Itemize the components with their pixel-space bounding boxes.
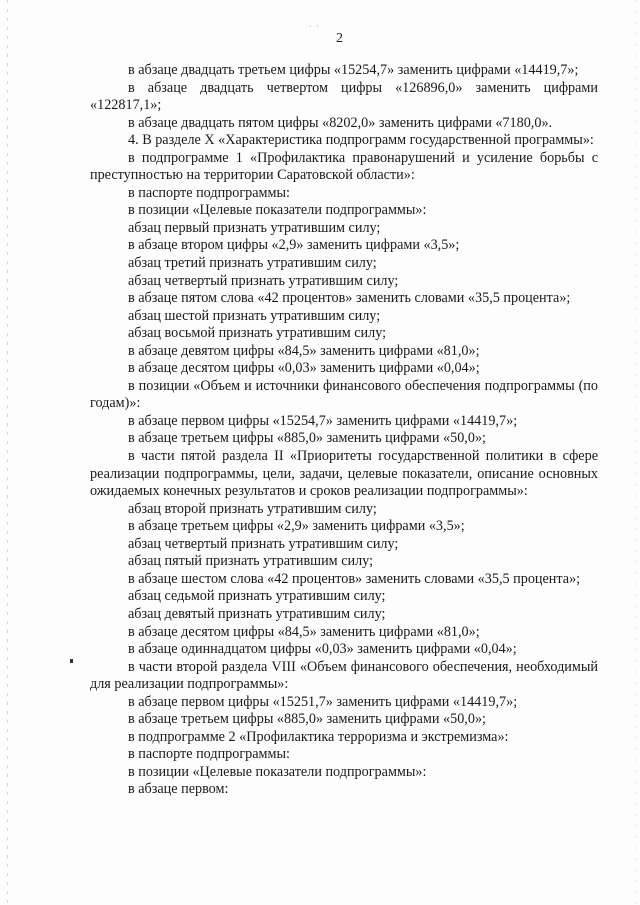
paragraph: абзац седьмой признать утратившим силу;: [128, 588, 386, 605]
paragraph: в позиции «Целевые показатели подпрограммы»:: [128, 763, 427, 780]
section-heading: 4. В разделе X «Характеристика подпрограмм государственной программы»:: [128, 132, 594, 149]
paragraph: в абзаце десятом цифры «0,03» заменить цифрами «0,04»;: [128, 360, 480, 377]
paragraph: абзац четвертый признать утратившим силу;: [128, 272, 399, 289]
paragraph: в абзаце двадцать четвертом цифры «126896,0» заменить цифрами «122817,1»;: [90, 79, 598, 114]
paragraph: в абзаце первом:: [128, 781, 229, 798]
paragraph: в абзаце первом цифры «15251,7» заменить цифрами «14419,7»;: [128, 693, 518, 710]
document-body: [90, 62, 598, 799]
paragraph: в позиции «Объем и источники финансового обеспечения подпрограммы (по годам)»:: [90, 377, 598, 412]
paragraph: в абзаце втором цифры «2,9» заменить цифрами «3,5»;: [128, 237, 460, 254]
paragraph: в абзаце одиннадцатом цифры «0,03» заменить цифрами «0,04»;: [128, 641, 517, 658]
paragraph: в абзаце первом цифры «15254,7» заменить цифрами «14419,7»;: [128, 412, 518, 429]
scan-edge-left: [7, 0, 8, 905]
paragraph: в абзаце пятом слова «42 процентов» заменить словами «35,5 процента»;: [128, 290, 571, 307]
paragraph: в подпрограмме 2 «Профилактика терроризма и экстремизма»:: [128, 728, 509, 745]
paragraph: абзац первый признать утратившим силу;: [128, 219, 381, 236]
paragraph: в части пятой раздела II «Приоритеты государственной политики в сфере реализации подпрограммы, цели, задачи, целевые показатели, описание основных ожидаемых конечных результатов и сроков реализации подпрограммы»:: [90, 448, 598, 500]
paragraph: абзац восьмой признать утратившим силу;: [128, 325, 387, 342]
paragraph: в абзаце десятом цифры «84,5» заменить цифрами «81,0»;: [128, 623, 480, 640]
paragraph: в абзаце девятом цифры «84,5» заменить цифрами «81,0»;: [128, 342, 480, 359]
scan-dot: [70, 659, 73, 663]
paragraph: абзац шестой признать утратившим силу;: [128, 307, 381, 324]
paragraph: абзац девятый признать утратившим силу;: [128, 605, 386, 622]
paragraph: в абзаце третьем цифры «2,9» заменить цифрами «3,5»;: [128, 518, 465, 535]
paragraph: в абзаце третьем цифры «885,0» заменить цифрами «50,0»;: [128, 430, 486, 447]
paragraph: абзац второй признать утратившим силу;: [128, 500, 377, 517]
paragraph: в абзаце третьем цифры «885,0» заменить цифрами «50,0»;: [128, 711, 486, 728]
paragraph: в паспорте подпрограммы:: [128, 184, 290, 201]
paragraph: в подпрограмме 1 «Профилактика правонарушений и усиление борьбы с преступностью на территории Саратовской области»:: [90, 149, 598, 184]
paragraph: в позиции «Целевые показатели подпрограммы»:: [128, 202, 427, 219]
page-number: 2: [336, 31, 343, 46]
paragraph: в абзаце шестом слова «42 процентов» заменить словами «35,5 процента»;: [128, 570, 581, 587]
scan-artifact: · ·: [309, 22, 320, 31]
paragraph: абзац пятый признать утратившим силу;: [128, 553, 374, 570]
scan-edge-right: [635, 0, 636, 905]
paragraph: в абзаце двадцать пятом цифры «8202,0» заменить цифрами «7180,0».: [128, 114, 553, 131]
paragraph: в абзаце двадцать третьем цифры «15254,7» заменить цифрами «14419,7»;: [128, 62, 579, 78]
paragraph: абзац четвертый признать утратившим силу;: [128, 535, 399, 552]
paragraph: абзац третий признать утратившим силу;: [128, 255, 377, 272]
paragraph: в части второй раздела VIII «Объем финансового обеспечения, необходимый для реализации подпрограммы»:: [90, 658, 598, 693]
paragraph: в паспорте подпрограммы:: [128, 746, 290, 763]
